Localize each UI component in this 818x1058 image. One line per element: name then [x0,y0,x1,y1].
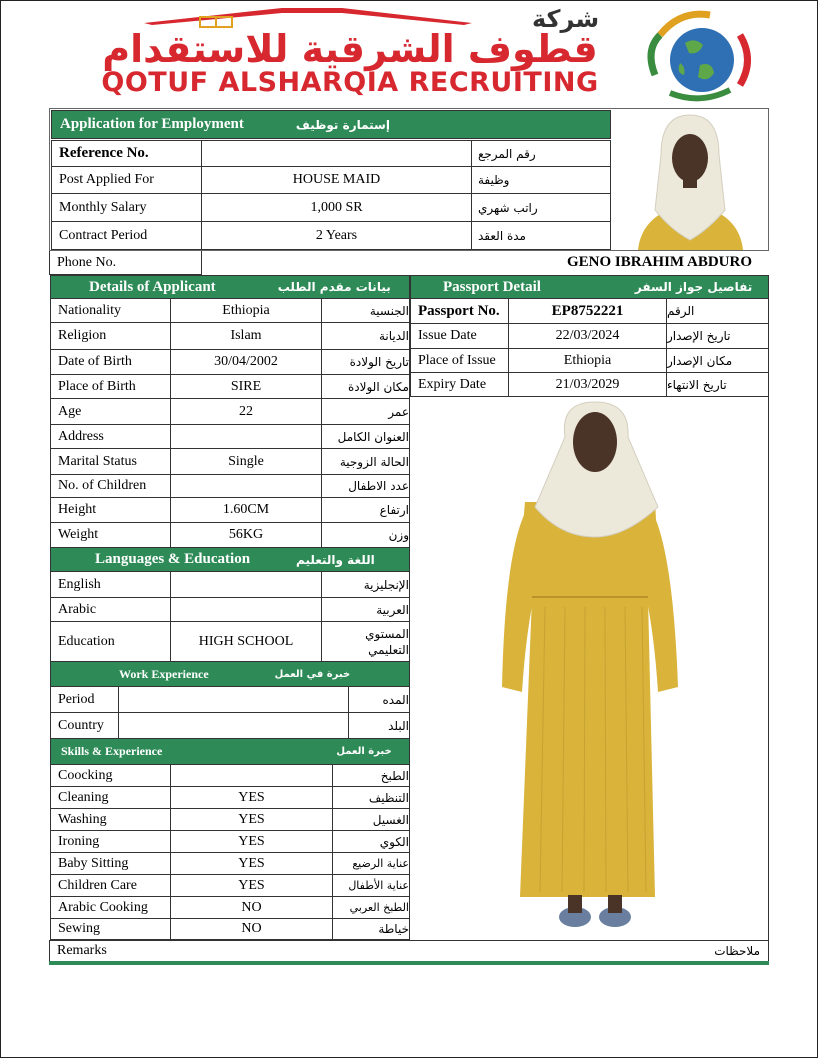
skill-row-label: Children Care [50,874,171,897]
app-row-arabic: مدة العقد [471,221,611,250]
languages-title-ar: اللغة والتعليم [296,552,375,567]
applicant-photo-full [410,397,769,941]
passport-row-label: Expiry Date [410,372,509,397]
language-row-label: Education [50,621,171,662]
details-row-arabic: العنوان الكامل [321,424,410,449]
app-row-arabic: راتب شهري [471,193,611,222]
skill-row-arabic: خياطة [332,918,410,940]
work-row-value [118,686,349,713]
details-row-label: Religion [50,322,171,350]
details-row-label: Marital Status [50,448,171,475]
work-row-label: Period [50,686,119,713]
details-row-value: Single [170,448,322,475]
skill-row-label: Washing [50,808,171,831]
details-row-value: SIRE [170,374,322,399]
app-row-arabic: وظيفة [471,166,611,194]
phone-label: Phone No. [49,251,202,275]
language-row-label: English [50,571,171,598]
details-title-en: Details of Applicant [89,278,216,295]
application-header [51,110,611,139]
languages-header [50,547,410,572]
company-logo-banner [52,5,762,105]
language-row-arabic: الإنجليزية [321,571,410,598]
skill-row-value: YES [170,786,333,809]
skills-title-ar: خبرة العمل [336,746,392,757]
passport-row-label: Place of Issue [410,348,509,373]
details-row-value [170,424,322,449]
details-row-value: Ethiopia [170,298,322,323]
phone-value [202,251,442,275]
app-row-value [201,140,472,167]
skill-row-label: Ironing [50,830,171,853]
work-row-label: Country [50,712,119,739]
skill-row-arabic: عناية الرضيع [332,852,410,875]
details-row-arabic: مكان الولادة [321,374,410,399]
passport-row-value: 22/03/2024 [508,323,667,349]
app-row-label: Post Applied For [51,166,202,194]
skill-row-label: Arabic Cooking [50,896,171,919]
passport-row-label: Issue Date [410,323,509,349]
skill-row-value [170,764,333,787]
skill-row-label: Cleaning [50,786,171,809]
work-title-ar: خبرة في العمل [274,668,351,680]
details-row-label: Date of Birth [50,349,171,375]
skill-row-label: Baby Sitting [50,852,171,875]
skill-row-arabic: الغسيل [332,808,410,831]
company-name-english: QOTUF ALSHARQIA RECRUITING [101,67,599,98]
work-title-en: Work Experience [119,666,209,681]
details-row-arabic: عمر [321,398,410,425]
language-row-arabic: العربية [321,597,410,622]
details-row-label: Height [50,497,171,523]
remarks-row [49,940,769,962]
skill-row-value: YES [170,852,333,875]
skill-row-label: Coocking [50,764,171,787]
language-row-label: Arabic [50,597,171,622]
details-row-arabic: تاريخ الولادة [321,349,410,375]
passport-title-en: Passport Detail [443,278,541,295]
language-row-arabic: المستوي التعليمي [321,621,410,662]
details-row-value: Islam [170,322,322,350]
skills-header [50,738,410,765]
details-row-value: 22 [170,398,322,425]
work-row-value [118,712,349,739]
skills-title-en: Skills & Experience [61,744,163,758]
language-row-value: HIGH SCHOOL [170,621,322,662]
details-row-arabic: الجنسية [321,298,410,323]
passport-row-value: Ethiopia [508,348,667,373]
details-row-arabic: ارتفاع [321,497,410,523]
details-row-value: 1.60CM [170,497,322,523]
passport-row-label: Passport No. [410,298,509,324]
app-row-value: 2 Years [201,221,472,250]
passport-row-arabic: تاريخ الإصدار [666,323,769,349]
app-row-label: Monthly Salary [51,193,202,222]
language-row-value [170,571,322,598]
details-row-arabic: الحالة الزوجية [321,448,410,475]
passport-title-ar: تفاصيل جواز السفر [634,280,753,294]
details-title-ar: بيانات مقدم الطلب [277,280,391,294]
applicant-photo-small [613,110,768,250]
details-header [50,275,410,299]
skill-row-arabic: الطبخ العربي [332,896,410,919]
remarks-label: Remarks [57,943,107,958]
work-header [50,661,410,687]
app-row-label: Reference No. [51,140,202,167]
work-row-arabic: المده [348,686,410,713]
applicant-name: GENO IBRAHIM ABDURO [566,254,752,270]
skill-row-value: YES [170,808,333,831]
application-title-ar: إستمارة توظيف [295,117,390,132]
app-row-label: Contract Period [51,221,202,250]
app-row-value: 1,000 SR [201,193,472,222]
company-name-arabic-prefix: شركة [532,5,600,33]
details-row-label: Place of Birth [50,374,171,399]
remarks-bottom-bar [49,961,769,965]
details-row-label: No. of Children [50,474,171,498]
passport-row-value: 21/03/2029 [508,372,667,397]
application-title-en: Application for Employment [60,116,244,132]
details-row-label: Nationality [50,298,171,323]
details-row-value: 30/04/2002 [170,349,322,375]
passport-header [410,275,769,299]
details-row-label: Age [50,398,171,425]
app-row-value: HOUSE MAID [201,166,472,194]
details-row-value: 56KG [170,522,322,548]
work-row-arabic: البلد [348,712,410,739]
skill-row-arabic: عناية الأطفال [332,874,410,897]
details-row-arabic: الديانة [321,322,410,350]
details-row-label: Address [50,424,171,449]
passport-row-arabic: الرقم [666,298,769,324]
details-row-arabic: وزن [321,522,410,548]
skill-row-arabic: التنظيف [332,786,410,809]
languages-title-en: Languages & Education [95,551,251,567]
skill-row-arabic: الطبخ [332,764,410,787]
skill-row-arabic: الكوي [332,830,410,853]
skill-row-value: YES [170,830,333,853]
passport-row-arabic: مكان الإصدار [666,348,769,373]
details-row-value [170,474,322,498]
details-row-arabic: عدد الاطفال [321,474,410,498]
remarks-arabic: ملاحظات [714,944,760,958]
app-row-arabic: رقم المرجع [471,140,611,167]
skill-row-value: YES [170,874,333,897]
details-row-label: Weight [50,522,171,548]
skill-row-value: NO [170,896,333,919]
passport-row-value: EP8752221 [508,298,667,324]
globe-logo-icon [640,5,760,105]
skill-row-value: NO [170,918,333,940]
skill-row-label: Sewing [50,918,171,940]
passport-row-arabic: تاريخ الانتهاء [666,372,769,397]
company-name-arabic: قطوف الشرقية للاستقدام [102,27,598,71]
language-row-value [170,597,322,622]
